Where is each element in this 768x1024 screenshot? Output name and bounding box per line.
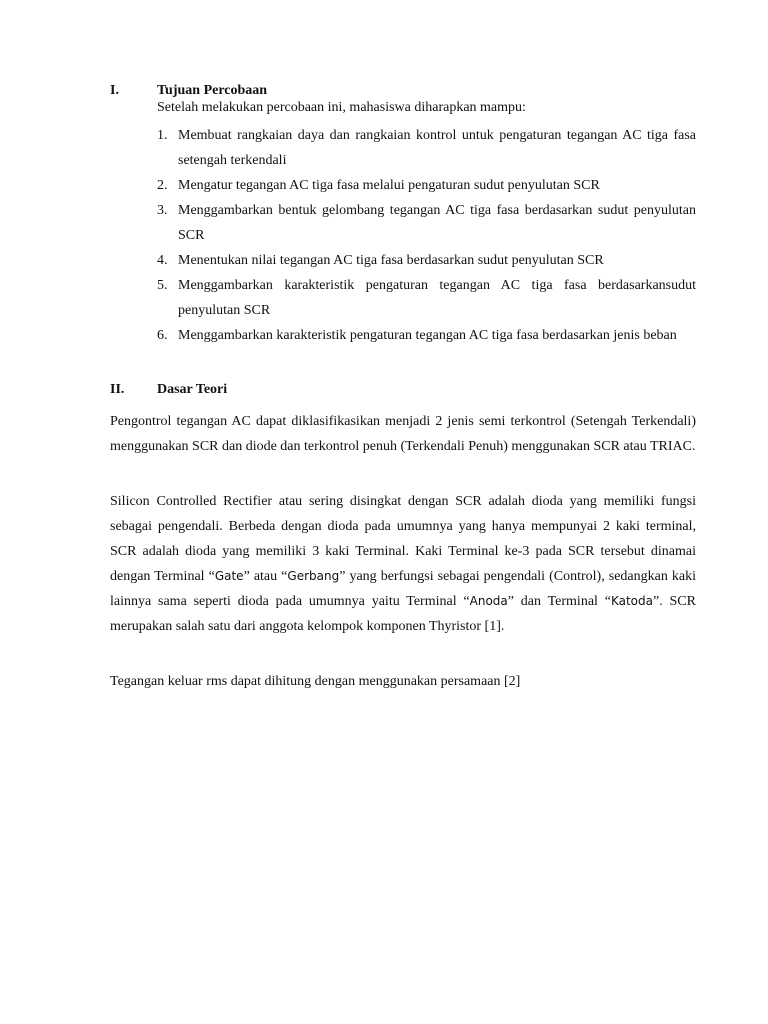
section-1-number: I. [110, 83, 119, 98]
section-1-intro: Setelah melakukan percobaan ini, mahasiswa diharapkan mampu: [157, 100, 526, 115]
list-item-number: 6. [157, 328, 168, 343]
list-item-text: Menggambarkan bentuk gelombang tegangan AC tiga fasa berdasarkan sudut penyulutan SCR [178, 203, 696, 243]
list-item [157, 198, 696, 248]
paragraph-2-text: ”. SCR merupakan salah satu dari anggota kelompok komponen Thyristor [1]. [110, 594, 696, 634]
list-item [157, 123, 696, 173]
paragraph-2-text: ” yang berfungsi sebagai pengendali (Control), sedangkan kaki lainnya sama seperti dioda pada umumnya yaitu Terminal “ [110, 569, 696, 609]
list-item-text: Mengatur tegangan AC tiga fasa melalui pengaturan sudut penyulutan SCR [178, 178, 600, 193]
list-item-number: 3. [157, 203, 168, 218]
section-2-heading [110, 382, 696, 398]
paragraph-2-text: ” atau “ [243, 569, 288, 584]
list-item-text: Menentukan nilai tegangan AC tiga fasa berdasarkan sudut penyulutan SCR [178, 253, 604, 268]
section-2-title: Dasar Teori [157, 382, 228, 397]
section-1-heading [110, 83, 696, 99]
list-item-number: 2. [157, 178, 168, 193]
term-gate: Gate [214, 569, 244, 583]
list-item-number: 4. [157, 253, 168, 268]
list-item-number: 5. [157, 278, 168, 293]
list-item-number: 1. [157, 128, 168, 143]
list-item [157, 173, 696, 198]
term-anoda: Anoda [469, 594, 508, 608]
paragraph-2-text: ” dan Terminal “ [507, 594, 611, 609]
objectives-list [157, 123, 696, 348]
paragraph-1: Pengontrol tegangan AC dapat diklasifikasikan menjadi 2 jenis semi terkontrol (Setengah Terkendali) menggunakan SCR dan diode dan terkontrol penuh (Terkendali Penuh) menggunakan SCR atau TRIAC. [110, 414, 696, 454]
paragraph-3: Tegangan keluar rms dapat dihitung dengan menggunakan persamaan [2] [110, 674, 521, 689]
list-item [157, 273, 696, 323]
term-gerbang: Gerbang [287, 569, 340, 583]
list-item-text: Menggambarkan karakteristik pengaturan tegangan AC tiga fasa berdasarkan jenis beban [178, 328, 677, 343]
paragraph-2-text: Silicon Controlled Rectifier atau sering disingkat dengan SCR adalah dioda yang memiliki fungsi sebagai pengendali. Berbeda dengan dioda pada umumnya yang hanya mempunyai 2 kaki terminal, SCR adalah dioda yang memiliki 3 kaki Terminal. Kaki Terminal ke-3 pada SCR tersebut dinamai dengan Terminal “ [110, 494, 696, 584]
paragraph-2 [110, 489, 696, 639]
list-item-text: Menggambarkan karakteristik pengaturan tegangan AC tiga fasa berdasarkansudut penyulutan SCR [178, 278, 696, 318]
section-1-title: Tujuan Percobaan [157, 83, 268, 98]
section-2-number: II. [110, 382, 125, 397]
list-item-text: Membuat rangkaian daya dan rangkaian kontrol untuk pengaturan tegangan AC tiga fasa setengah terkendali [178, 128, 696, 168]
list-item [157, 323, 696, 348]
list-item [157, 248, 696, 273]
term-katoda: Katoda [610, 594, 653, 608]
